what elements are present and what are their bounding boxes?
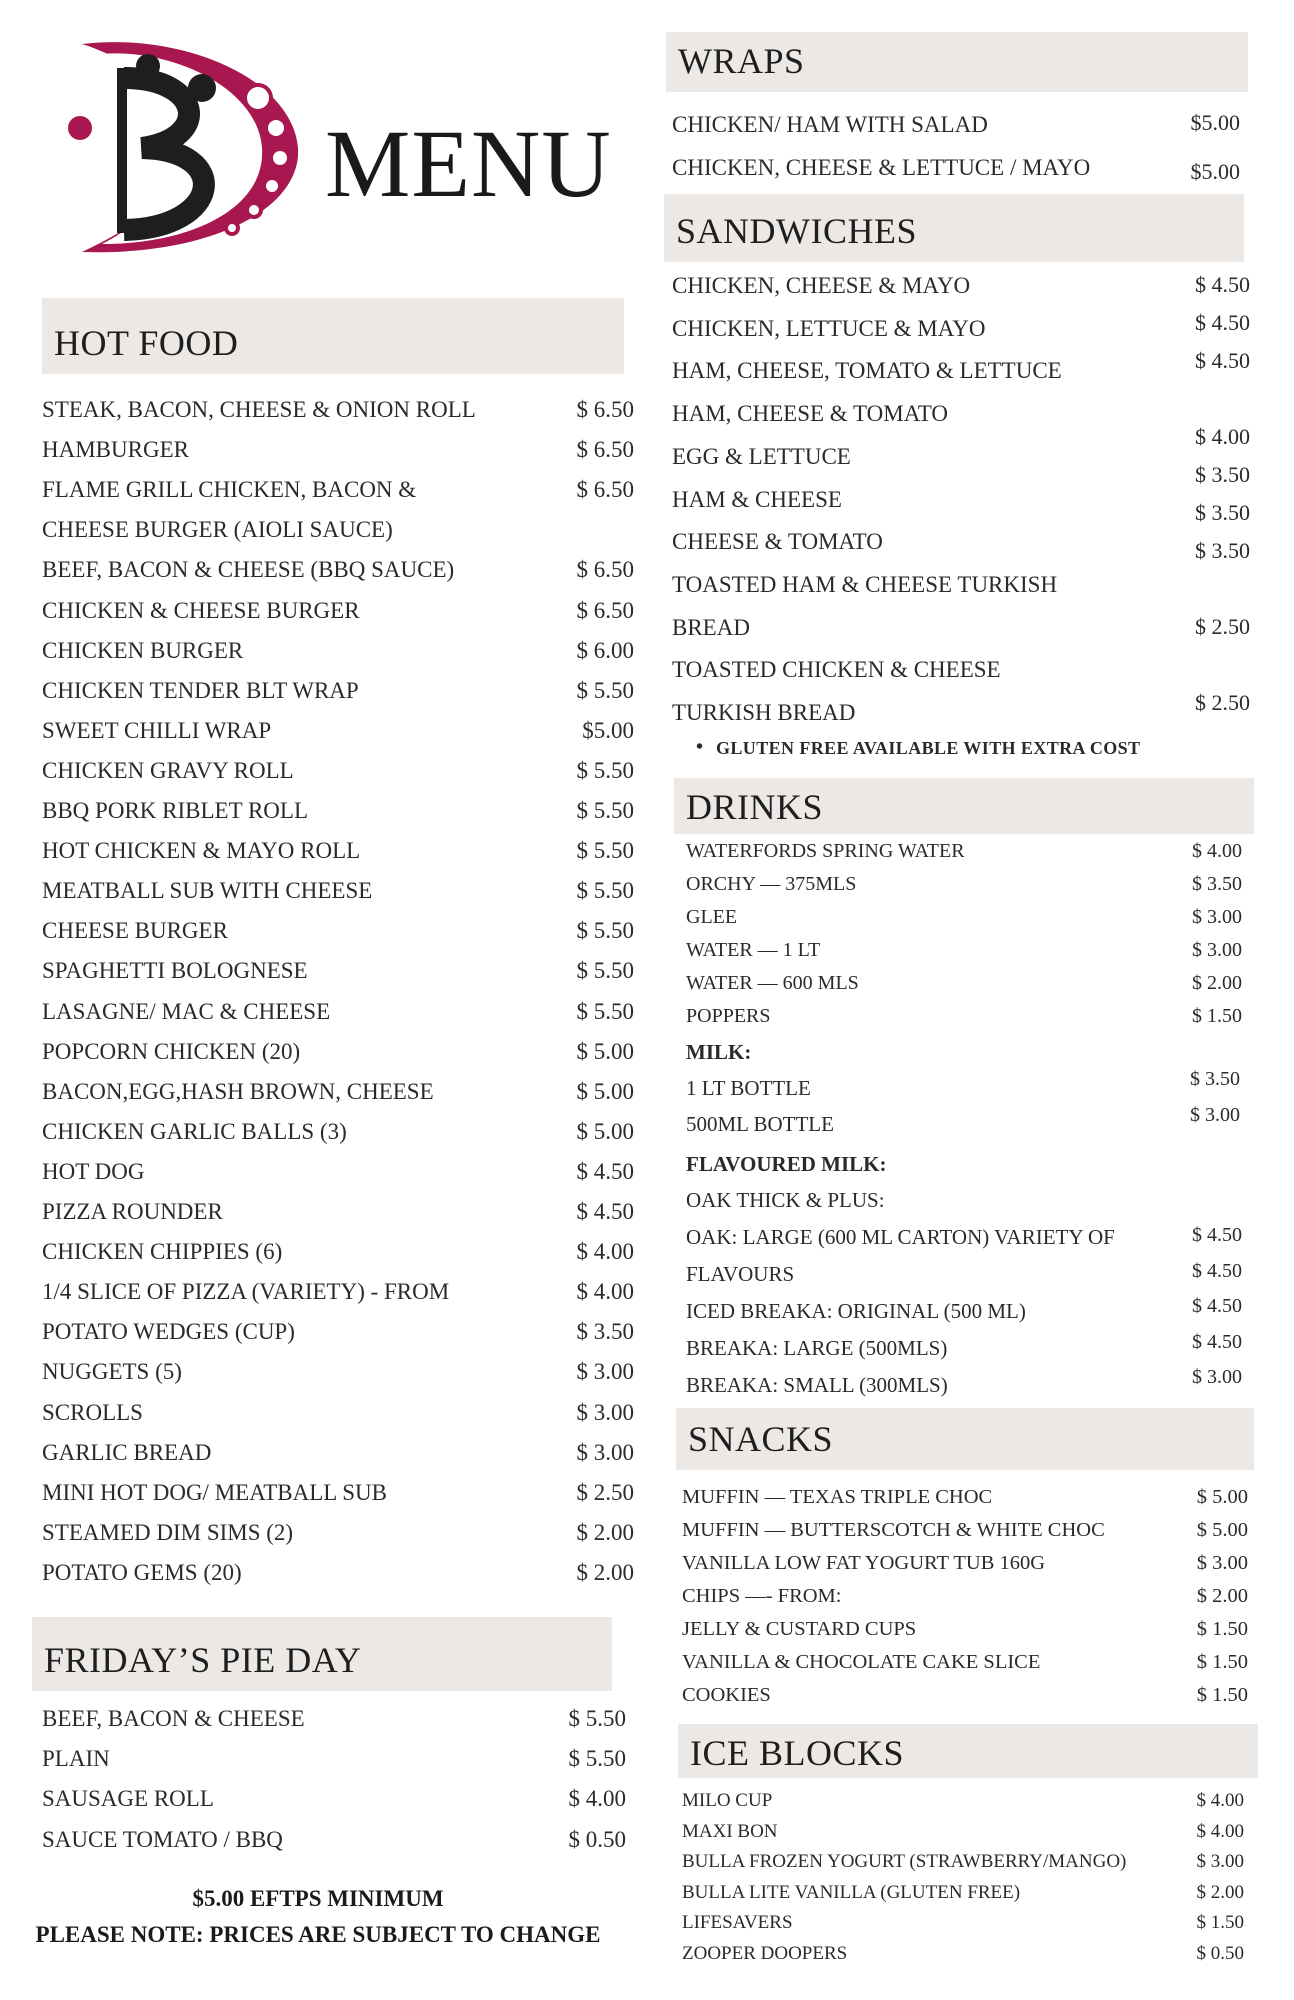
hot-food-item-price: $ 5.50 bbox=[576, 878, 634, 904]
snack-item-name: VANILLA & CHOCOLATE CAKE SLICE bbox=[682, 1651, 1041, 1673]
ice-blocks-title: ICE BLOCKS bbox=[690, 1733, 905, 1773]
flavoured-milk-item-price: $ 4.50 bbox=[1192, 1330, 1242, 1353]
hot-food-item-price: $ 3.50 bbox=[576, 1319, 634, 1345]
pie-day-item-name: SAUSAGE ROLL bbox=[42, 1786, 214, 1812]
pie-day-item-name: PLAIN bbox=[42, 1746, 110, 1772]
sandwich-item-price: $ 4.50 bbox=[1195, 272, 1250, 297]
hot-food-item-name: BEEF, BACON & CHEESE (BBQ SAUCE) bbox=[42, 557, 455, 583]
hot-food-item-name: CHICKEN & CHEESE BURGER bbox=[42, 597, 360, 623]
sandwich-item-name: HAM & CHEESE bbox=[672, 486, 842, 512]
snack-item-price: $ 1.50 bbox=[1196, 1651, 1248, 1673]
ice-block-item-name: ZOOPER DOOPERS bbox=[682, 1942, 848, 1964]
drink-item-name: ORCHY — 375MLS bbox=[686, 873, 857, 895]
wrap-item-name: CHICKEN/ HAM WITH SALAD bbox=[672, 112, 988, 137]
hot-food-item-name: POTATO WEDGES (CUP) bbox=[42, 1319, 295, 1345]
flavoured-milk-item-name: OAK: LARGE (600 ML CARTON) VARIETY OF bbox=[686, 1225, 1115, 1249]
drinks-header bbox=[674, 778, 1254, 834]
ice-block-item-name: MAXI BON bbox=[682, 1820, 778, 1842]
hot-food-item-name: HOT DOG bbox=[42, 1158, 145, 1184]
drink-item-price: $ 3.00 bbox=[1192, 939, 1242, 961]
menu-title: MENU bbox=[325, 110, 612, 217]
sandwich-item-price: $ 4.50 bbox=[1195, 310, 1250, 335]
flavoured-milk-item-name: ICED BREAKA: ORIGINAL (500 ML) bbox=[686, 1299, 1026, 1323]
snack-item-price: $ 1.50 bbox=[1196, 1684, 1248, 1706]
hot-food-item-price: $ 5.50 bbox=[576, 998, 634, 1024]
ice-blocks-header bbox=[678, 1724, 1258, 1778]
ice-block-item-price: $ 2.00 bbox=[1196, 1881, 1244, 1903]
snack-item-price: $ 5.00 bbox=[1196, 1519, 1248, 1541]
hot-food-item-price: $ 6.50 bbox=[576, 437, 634, 463]
eftpos-minimum-note: $5.00 EFTPS MINIMUM bbox=[192, 1886, 444, 1911]
sandwich-item-price: $ 2.50 bbox=[1195, 690, 1250, 715]
pie-day-item-price: $ 5.50 bbox=[568, 1746, 626, 1772]
flavoured-milk-item-price: $ 4.50 bbox=[1192, 1224, 1242, 1246]
hot-food-item-price: $ 5.50 bbox=[576, 757, 634, 783]
snack-item-price: $ 2.00 bbox=[1196, 1585, 1248, 1607]
sandwich-item-name: TURKISH BREAD bbox=[672, 700, 856, 725]
sandwich-item-name: CHICKEN, CHEESE & MAYO bbox=[672, 273, 971, 298]
hot-food-item-price: $ 5.00 bbox=[576, 1078, 634, 1104]
hot-food-item-name: HOT CHICKEN & MAYO ROLL bbox=[42, 838, 361, 864]
drink-item-name: WATER — 1 LT bbox=[686, 939, 821, 961]
hot-food-item-price: $ 4.00 bbox=[576, 1279, 634, 1305]
price-change-note: PLEASE NOTE: PRICES ARE SUBJECT TO CHANGE bbox=[35, 1922, 601, 1947]
snack-item-price: $ 3.00 bbox=[1196, 1552, 1248, 1574]
milk-heading: MILK: bbox=[686, 1040, 752, 1064]
pie-day-title: FRIDAY’S PIE DAY bbox=[44, 1640, 362, 1680]
snacks-title: SNACKS bbox=[688, 1419, 834, 1459]
snack-item-price: $ 5.00 bbox=[1196, 1486, 1248, 1508]
hot-food-item-price: $ 6.00 bbox=[576, 637, 634, 663]
sandwiches-header bbox=[664, 194, 1244, 262]
hot-food-item-name: SCROLLS bbox=[42, 1399, 143, 1425]
hot-food-item-name: POPCORN CHICKEN (20) bbox=[42, 1038, 301, 1064]
snack-item-name: COOKIES bbox=[682, 1684, 771, 1706]
ice-block-item-name: BULLA LITE VANILLA (GLUTEN FREE) bbox=[682, 1881, 1021, 1903]
milk-item-price: $ 3.00 bbox=[1190, 1104, 1240, 1126]
hot-food-item-name: LASAGNE/ MAC & CHEESE bbox=[42, 998, 331, 1024]
pie-day-item-price: $ 4.00 bbox=[568, 1786, 626, 1812]
pie-day-item-name: BEEF, BACON & CHEESE bbox=[42, 1706, 305, 1731]
hot-food-item-price: $ 2.00 bbox=[576, 1519, 634, 1545]
hot-food-item-name: CHEESE BURGER (AIOLI SAUCE) bbox=[42, 517, 393, 543]
hot-food-item-price: $ 5.00 bbox=[576, 1118, 634, 1144]
hot-food-item-name: MEATBALL SUB WITH CHEESE bbox=[42, 878, 373, 904]
drink-item-price: $ 1.50 bbox=[1192, 1005, 1242, 1027]
hot-food-item-price: $ 3.00 bbox=[576, 1399, 634, 1425]
hot-food-item-price: $ 6.50 bbox=[576, 397, 634, 422]
hot-food-item-name: MINI HOT DOG/ MEATBALL SUB bbox=[42, 1479, 387, 1505]
hot-food-item-name: HAMBURGER bbox=[42, 437, 189, 463]
wraps-header bbox=[666, 32, 1248, 92]
hot-food-item-price: $ 6.50 bbox=[576, 557, 634, 583]
pie-day-item-price: $ 0.50 bbox=[568, 1826, 626, 1852]
drink-item-name: WATER — 600 MLS bbox=[686, 972, 859, 994]
ice-block-item-price: $ 4.00 bbox=[1196, 1790, 1244, 1811]
hot-food-item-price: $ 5.50 bbox=[576, 838, 634, 864]
ice-block-item-price: $ 1.50 bbox=[1196, 1912, 1244, 1933]
ice-block-item-name: BULLA FROZEN YOGURT (STRAWBERRY/MANGO) bbox=[682, 1851, 1127, 1872]
drink-item-name: POPPERS bbox=[686, 1005, 771, 1027]
hot-food-item-name: STEAK, BACON, CHEESE & ONION ROLL bbox=[42, 397, 476, 422]
sandwich-item-name: BREAD bbox=[672, 614, 750, 640]
drink-item-price: $ 2.00 bbox=[1192, 972, 1242, 994]
hot-food-item-price: $ 4.00 bbox=[576, 1239, 634, 1265]
hot-food-item-price: $ 4.50 bbox=[576, 1158, 634, 1184]
sandwich-item-price: $ 2.50 bbox=[1195, 614, 1250, 639]
ice-block-item-price: $ 4.00 bbox=[1196, 1820, 1244, 1842]
hot-food-item-name: SWEET CHILLI WRAP bbox=[42, 717, 272, 743]
flavoured-milk-item-name: BREAKA: SMALL (300MLS) bbox=[686, 1373, 948, 1397]
wrap-item-price: $5.00 bbox=[1190, 159, 1240, 184]
sandwich-item-name: HAM, CHEESE, TOMATO & LETTUCE bbox=[672, 358, 1062, 384]
sandwich-item-name: CHICKEN, LETTUCE & MAYO bbox=[672, 315, 986, 341]
hot-food-item-name: 1/4 SLICE OF PIZZA (VARIETY) - FROM bbox=[42, 1279, 450, 1305]
hot-food-item-price: $ 3.00 bbox=[576, 1439, 634, 1465]
hot-food-item-name: CHICKEN TENDER BLT WRAP bbox=[42, 677, 359, 703]
sandwiches-title: SANDWICHES bbox=[676, 211, 918, 251]
milk-item-price: $ 3.50 bbox=[1190, 1068, 1240, 1090]
hot-food-item-name: NUGGETS (5) bbox=[42, 1359, 182, 1385]
hot-food-header bbox=[42, 298, 624, 374]
milk-item-name: 1 LT BOTTLE bbox=[686, 1076, 811, 1100]
snack-item-price: $ 1.50 bbox=[1196, 1618, 1248, 1640]
hot-food-item-price: $ 4.50 bbox=[576, 1199, 634, 1224]
flavoured-milk-item-name: OAK THICK & PLUS: bbox=[686, 1188, 885, 1212]
hot-food-item-name: CHICKEN GRAVY ROLL bbox=[42, 757, 294, 783]
sandwich-item-name: HAM, CHEESE & TOMATO bbox=[672, 401, 949, 427]
wrap-item-price: $5.00 bbox=[1190, 110, 1240, 135]
pie-day-item-name: SAUCE TOMATO / BBQ bbox=[42, 1826, 283, 1852]
sandwich-item-name: CHEESE & TOMATO bbox=[672, 529, 883, 555]
sandwich-item-price: $ 4.00 bbox=[1195, 424, 1250, 449]
hot-food-item-price: $ 6.50 bbox=[576, 597, 634, 623]
sandwich-item-price: $ 3.50 bbox=[1195, 538, 1250, 563]
drink-item-price: $ 3.00 bbox=[1192, 906, 1242, 928]
hot-food-item-price: $ 5.50 bbox=[576, 958, 634, 984]
drink-item-name: GLEE bbox=[686, 906, 738, 928]
hot-food-item-price: $ 3.00 bbox=[576, 1359, 634, 1385]
sandwich-item-price: $ 3.50 bbox=[1195, 462, 1250, 487]
drinks-title: DRINKS bbox=[686, 787, 824, 827]
ice-block-item-name: MILO CUP bbox=[682, 1790, 773, 1811]
sandwich-item-name: TOASTED CHICKEN & CHEESE bbox=[672, 657, 1001, 683]
hot-food-item-price: $ 6.50 bbox=[576, 477, 634, 503]
ice-block-item-price: $ 0.50 bbox=[1196, 1942, 1244, 1964]
wraps-title: WRAPS bbox=[678, 41, 805, 81]
sandwich-item-price: $ 4.50 bbox=[1195, 348, 1250, 373]
brand-logo bbox=[62, 38, 312, 258]
hot-food-item-name: BBQ PORK RIBLET ROLL bbox=[42, 798, 309, 823]
snack-item-name: JELLY & CUSTARD CUPS bbox=[682, 1618, 917, 1640]
hot-food-item-name: PIZZA ROUNDER bbox=[42, 1199, 223, 1224]
sandwich-item-name: TOASTED HAM & CHEESE TURKISH bbox=[672, 571, 1058, 597]
pie-day-header bbox=[32, 1617, 612, 1691]
pie-day-item-price: $ 5.50 bbox=[568, 1706, 626, 1731]
milk-item-name: 500ML BOTTLE bbox=[686, 1112, 834, 1136]
flavoured-milk-item-name: FLAVOURS bbox=[686, 1262, 795, 1286]
snack-item-name: MUFFIN — TEXAS TRIPLE CHOC bbox=[682, 1486, 993, 1508]
hot-food-item-price: $ 2.50 bbox=[576, 1479, 634, 1505]
hot-food-item-name: FLAME GRILL CHICKEN, BACON & bbox=[42, 477, 417, 503]
hot-food-item-name: CHEESE BURGER bbox=[42, 918, 228, 944]
hot-food-title: HOT FOOD bbox=[54, 323, 239, 363]
flavoured-milk-item-price: $ 4.50 bbox=[1192, 1259, 1242, 1282]
ice-block-item-price: $ 3.00 bbox=[1196, 1851, 1244, 1872]
flavoured-milk-heading: FLAVOURED MILK: bbox=[686, 1152, 887, 1176]
hot-food-item-price: $5.00 bbox=[582, 717, 634, 743]
hot-food-item-name: GARLIC BREAD bbox=[42, 1439, 212, 1465]
sandwich-item-price: $ 3.50 bbox=[1195, 500, 1250, 525]
drink-item-price: $ 4.00 bbox=[1192, 840, 1242, 862]
snack-item-name: CHIPS —- FROM: bbox=[682, 1585, 842, 1607]
hot-food-item-price: $ 5.50 bbox=[576, 677, 634, 703]
gluten-free-note: • GLUTEN FREE AVAILABLE WITH EXTRA COST bbox=[716, 738, 1140, 759]
snack-item-name: MUFFIN — BUTTERSCOTCH & WHITE CHOC bbox=[682, 1519, 1105, 1541]
hot-food-item-name: BACON,EGG,HASH BROWN, CHEESE bbox=[42, 1078, 434, 1104]
hot-food-item-name: CHICKEN BURGER bbox=[42, 637, 244, 663]
hot-food-item-name: STEAMED DIM SIMS (2) bbox=[42, 1519, 294, 1545]
hot-food-item-price: $ 5.00 bbox=[576, 1038, 634, 1064]
flavoured-milk-item-name: BREAKA: LARGE (500MLS) bbox=[686, 1336, 948, 1360]
wrap-item-name: CHICKEN, CHEESE & LETTUCE / MAYO bbox=[672, 155, 1091, 180]
sandwich-item-name: EGG & LETTUCE bbox=[672, 443, 851, 469]
flavoured-milk-item-price: $ 4.50 bbox=[1192, 1295, 1242, 1317]
drink-item-name: WATERFORDS SPRING WATER bbox=[686, 840, 965, 862]
hot-food-item-price: $ 2.00 bbox=[576, 1559, 634, 1585]
hot-food-item-price: $ 5.50 bbox=[576, 918, 634, 944]
hot-food-item-name: CHICKEN GARLIC BALLS (3) bbox=[42, 1118, 347, 1144]
hot-food-item-price: $ 5.50 bbox=[576, 798, 634, 823]
snacks-header bbox=[676, 1408, 1254, 1470]
ice-block-item-name: LIFESAVERS bbox=[682, 1912, 793, 1933]
drink-item-price: $ 3.50 bbox=[1192, 873, 1242, 895]
hot-food-item-name: POTATO GEMS (20) bbox=[42, 1559, 242, 1585]
hot-food-item-name: CHICKEN CHIPPIES (6) bbox=[42, 1239, 283, 1265]
flavoured-milk-item-price: $ 3.00 bbox=[1192, 1366, 1242, 1388]
snack-item-name: VANILLA LOW FAT YOGURT TUB 160G bbox=[682, 1552, 1046, 1574]
hot-food-item-name: SPAGHETTI BOLOGNESE bbox=[42, 958, 308, 984]
